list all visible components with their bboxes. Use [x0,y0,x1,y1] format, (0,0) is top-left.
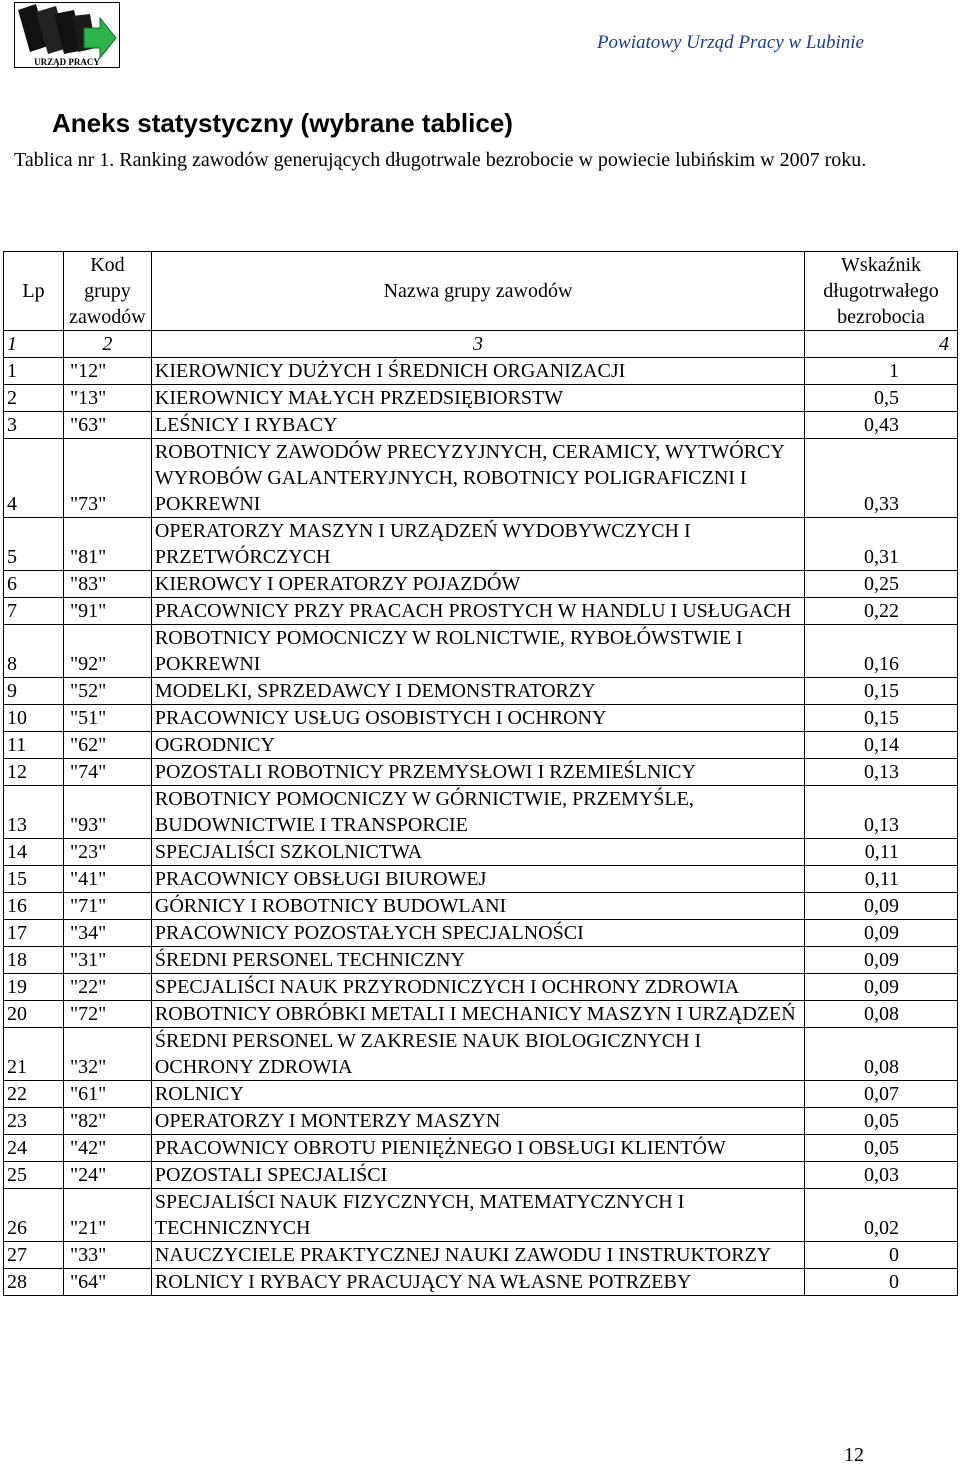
row-nazwa: NAUCZYCIELE PRAKTYCZNEJ NAUKI ZAWODU I INSTRUKTORZY [151,1242,804,1269]
row-nazwa: ŚREDNI PERSONEL W ZAKRESIE NAUK BIOLOGICZNYCH I OCHRONY ZDROWIA [151,1028,804,1081]
urzad-pracy-logo [14,2,120,68]
row-lp: 14 [4,839,64,866]
row-nazwa: ŚREDNI PERSONEL TECHNICZNY [151,947,804,974]
row-nazwa: MODELKI, SPRZEDAWCY I DEMONSTRATORZY [151,678,804,705]
row-kod: "72" [63,1001,151,1028]
row-wskaznik: 0,43 [805,412,958,439]
row-lp: 16 [4,893,64,920]
row-kod: "82" [63,1108,151,1135]
column-header-kod: Kod grupy zawodów [63,252,151,331]
row-lp: 5 [4,518,64,571]
row-wskaznik: 0,08 [805,1028,958,1081]
row-wskaznik: 0,15 [805,678,958,705]
table-row [4,786,958,839]
row-nazwa: OGRODNICY [151,732,804,759]
row-wskaznik: 0,25 [805,571,958,598]
row-wskaznik: 0,09 [805,974,958,1001]
row-wskaznik: 0,11 [805,839,958,866]
row-wskaznik: 0,5 [805,385,958,412]
table-row [4,866,958,893]
row-lp: 11 [4,732,64,759]
column-number: 1 [4,331,64,358]
row-nazwa: LEŚNICY I RYBACY [151,412,804,439]
row-nazwa: KIEROWCY I OPERATORZY POJAZDÓW [151,571,804,598]
row-kod: "41" [63,866,151,893]
row-kod: "62" [63,732,151,759]
row-wskaznik: 0,09 [805,947,958,974]
row-lp: 8 [4,625,64,678]
office-name: Powiatowy Urząd Pracy w Lubinie [596,32,864,53]
table-row [4,1162,958,1189]
table-row [4,920,958,947]
table-body [4,358,958,1296]
row-wskaznik: 0,14 [805,732,958,759]
table-row [4,759,958,786]
row-kod: "92" [63,625,151,678]
table-row [4,1028,958,1081]
row-wskaznik: 0,09 [805,893,958,920]
row-kod: "33" [63,1242,151,1269]
row-lp: 12 [4,759,64,786]
column-header-lp: Lp [4,252,64,331]
row-nazwa: PRACOWNICY POZOSTAŁYCH SPECJALNOŚCI [151,920,804,947]
table-row [4,1242,958,1269]
table-row [4,358,958,385]
row-lp: 2 [4,385,64,412]
table-row [4,1108,958,1135]
table-row [4,947,958,974]
row-wskaznik: 0,05 [805,1135,958,1162]
table-row [4,839,958,866]
table-row [4,518,958,571]
row-lp: 17 [4,920,64,947]
row-nazwa: SPECJALIŚCI SZKOLNICTWA [151,839,804,866]
row-kod: "61" [63,1081,151,1108]
row-lp: 23 [4,1108,64,1135]
row-nazwa: SPECJALIŚCI NAUK FIZYCZNYCH, MATEMATYCZNYCH I TECHNICZNYCH [151,1189,804,1242]
row-nazwa: POZOSTALI SPECJALIŚCI [151,1162,804,1189]
row-kod: "74" [63,759,151,786]
row-nazwa: POZOSTALI ROBOTNICY PRZEMYSŁOWI I RZEMIEŚLNICY [151,759,804,786]
table-row [4,732,958,759]
row-kod: "13" [63,385,151,412]
table-row [4,1269,958,1296]
table-row [4,439,958,518]
table-row [4,571,958,598]
row-lp: 3 [4,412,64,439]
row-lp: 13 [4,786,64,839]
row-kod: "32" [63,1028,151,1081]
table-row [4,893,958,920]
row-kod: "23" [63,839,151,866]
row-lp: 20 [4,1001,64,1028]
row-lp: 6 [4,571,64,598]
row-wskaznik: 0,07 [805,1081,958,1108]
row-wskaznik: 0 [805,1242,958,1269]
table-row [4,598,958,625]
column-number: 4 [805,331,958,358]
table-row [4,1135,958,1162]
row-kod: "42" [63,1135,151,1162]
column-number-row [4,331,958,358]
row-kod: "81" [63,518,151,571]
row-lp: 28 [4,1269,64,1296]
row-kod: "21" [63,1189,151,1242]
row-kod: "52" [63,678,151,705]
column-number: 3 [151,331,804,358]
row-wskaznik: 0,16 [805,625,958,678]
row-kod: "31" [63,947,151,974]
column-header-nazwa: Nazwa grupy zawodów [151,252,804,331]
row-lp: 22 [4,1081,64,1108]
row-nazwa: ROBOTNICY ZAWODÓW PRECYZYJNYCH, CERAMICY, WYTWÓRCY WYROBÓW GALANTERYJNYCH, ROBOTNICY POLIGRAFICZNI I POKREWNI [151,439,804,518]
row-wskaznik: 0,08 [805,1001,958,1028]
row-wskaznik: 0,22 [805,598,958,625]
row-wskaznik: 0,02 [805,1189,958,1242]
row-wskaznik: 0,13 [805,786,958,839]
row-kod: "64" [63,1269,151,1296]
logo-text: URZĄD PRACY [34,57,100,67]
row-nazwa: ROBOTNICY OBRÓBKI METALI I MECHANICY MASZYN I URZĄDZEŃ [151,1001,804,1028]
row-wskaznik: 0 [805,1269,958,1296]
table-row [4,1081,958,1108]
row-nazwa: PRACOWNICY PRZY PRACACH PROSTYCH W HANDLU I USŁUGACH [151,598,804,625]
table-row [4,678,958,705]
table-row [4,412,958,439]
row-nazwa: OPERATORZY MASZYN I URZĄDZEŃ WYDOBYWCZYCH I PRZETWÓRCZYCH [151,518,804,571]
row-wskaznik: 0,03 [805,1162,958,1189]
row-lp: 4 [4,439,64,518]
row-nazwa: KIEROWNICY DUŻYCH I ŚREDNICH ORGANIZACJI [151,358,804,385]
row-kod: "63" [63,412,151,439]
table-row [4,1001,958,1028]
page-number: 12 [844,1444,864,1466]
row-kod: "51" [63,705,151,732]
row-lp: 1 [4,358,64,385]
row-lp: 18 [4,947,64,974]
row-kod: "24" [63,1162,151,1189]
table-row [4,705,958,732]
row-nazwa: ROLNICY I RYBACY PRACUJĄCY NA WŁASNE POTRZEBY [151,1269,804,1296]
table-row [4,625,958,678]
row-nazwa: OPERATORZY I MONTERZY MASZYN [151,1108,804,1135]
table-row [4,974,958,1001]
row-nazwa: ROBOTNICY POMOCNICZY W ROLNICTWIE, RYBOŁÓWSTWIE I POKREWNI [151,625,804,678]
row-lp: 7 [4,598,64,625]
row-kod: "34" [63,920,151,947]
row-lp: 9 [4,678,64,705]
row-nazwa: ROBOTNICY POMOCNICZY W GÓRNICTWIE, PRZEMYŚLE, BUDOWNICTWIE I TRANSPORCIE [151,786,804,839]
row-nazwa: SPECJALIŚCI NAUK PRZYRODNICZYCH I OCHRONY ZDROWIA [151,974,804,1001]
row-kod: "12" [63,358,151,385]
row-nazwa: GÓRNICY I ROBOTNICY BUDOWLANI [151,893,804,920]
table-caption: Tablica nr 1. Ranking zawodów generujących długotrwale bezrobocie w powiecie lubińskim w 2007 roku. [14,149,867,171]
row-kod: "93" [63,786,151,839]
row-wskaznik: 1 [805,358,958,385]
table-row [4,385,958,412]
page-title: Aneks statystyczny (wybrane tablice) [52,108,513,138]
column-header-wskaznik: Wskaźnik długotrwałego bezrobocia [805,252,958,331]
table-row [4,1189,958,1242]
row-kod: "71" [63,893,151,920]
row-lp: 26 [4,1189,64,1242]
row-nazwa: ROLNICY [151,1081,804,1108]
row-lp: 21 [4,1028,64,1081]
row-wskaznik: 0,11 [805,866,958,893]
row-kod: "91" [63,598,151,625]
row-wskaznik: 0,09 [805,920,958,947]
row-lp: 27 [4,1242,64,1269]
row-wskaznik: 0,31 [805,518,958,571]
row-nazwa: PRACOWNICY USŁUG OSOBISTYCH I OCHRONY [151,705,804,732]
row-nazwa: KIEROWNICY MAŁYCH PRZEDSIĘBIORSTW [151,385,804,412]
row-kod: "22" [63,974,151,1001]
row-lp: 10 [4,705,64,732]
row-wskaznik: 0,13 [805,759,958,786]
row-lp: 24 [4,1135,64,1162]
row-lp: 19 [4,974,64,1001]
row-nazwa: PRACOWNICY OBROTU PIENIĘŻNEGO I OBSŁUGI KLIENTÓW [151,1135,804,1162]
table-header-row [4,252,958,331]
row-kod: "73" [63,439,151,518]
row-lp: 25 [4,1162,64,1189]
column-number: 2 [63,331,151,358]
row-wskaznik: 0,33 [805,439,958,518]
row-wskaznik: 0,05 [805,1108,958,1135]
row-wskaznik: 0,15 [805,705,958,732]
ranking-table [3,251,958,1296]
row-lp: 15 [4,866,64,893]
row-nazwa: PRACOWNICY OBSŁUGI BIUROWEJ [151,866,804,893]
row-kod: "83" [63,571,151,598]
